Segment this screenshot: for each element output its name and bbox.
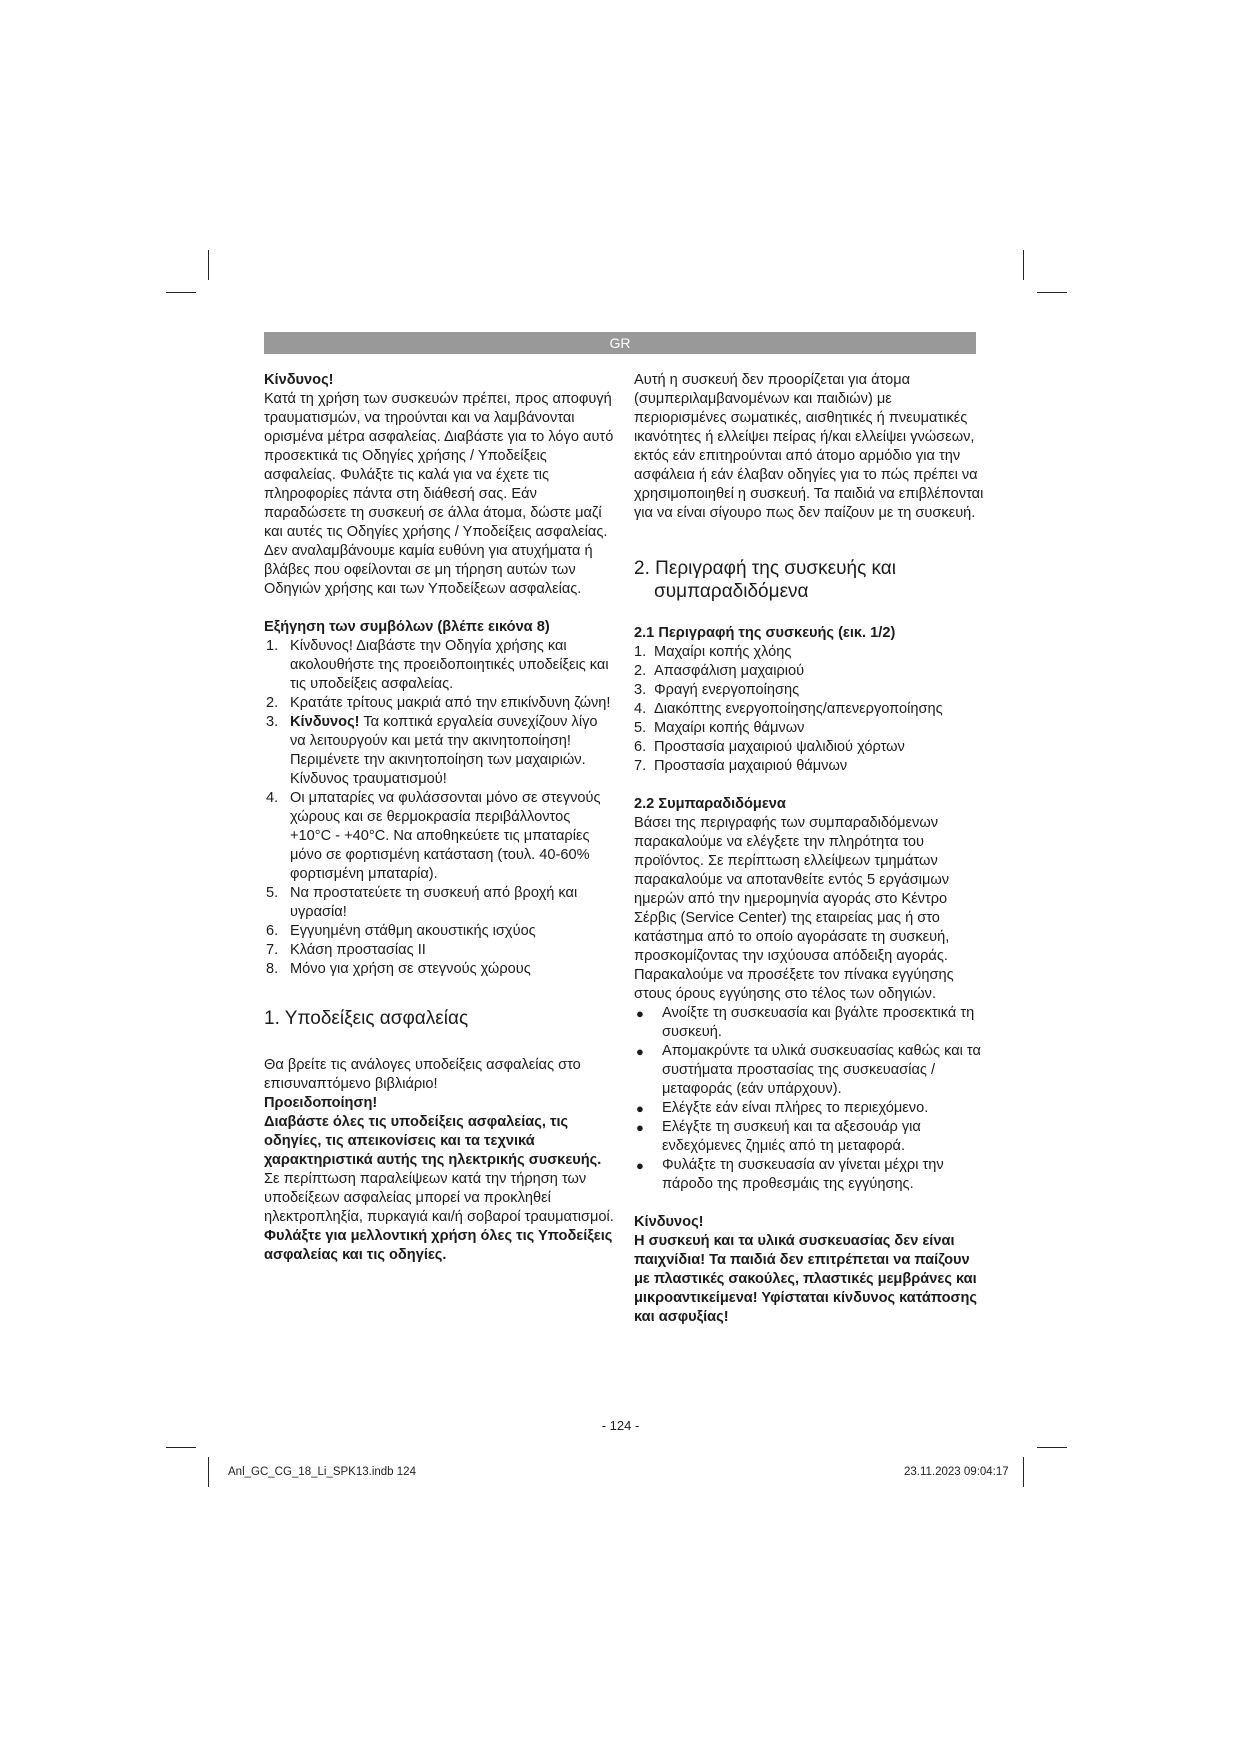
crop-mark [208,250,209,280]
list-item: 5. Να προστατεύετε τη συσκευή από βροχή και υγρασία! [266,885,578,920]
footer-file: Anl_GC_CG_18_Li_SPK13.indb 124 [228,1466,416,1478]
warning-title: Προειδοποίηση! [264,1095,378,1111]
bullet-icon: ● [636,1120,644,1135]
left-column [264,371,614,1265]
language-code: GR [609,335,631,351]
list-item: ● Ανοίξτε τη συσκευασία και βγάλτε προσεκτικά τη συσκευή. [636,1005,975,1040]
list-item: ● Ελέγξτε εάν είναι πλήρες το περιεχόμενο. [636,1100,929,1116]
list-item: 2. Κρατάτε τρίτους μακριά από την επικίνδυνη ζώνη! [266,695,611,711]
scope-of-delivery-text: Βάσει της περιγραφής των συμπαραδιδόμενων παρακαλούμε να ελέγξετε την πληρότητα του προϊόντος. Σε περίπτωση ελλείψεων τμημάτων παρακαλούμε να αποτανθείτε εντός 5 εργάσιμων ημερών από την ημερομηνία αγοράς στο Κέντρο Σέρβις (Service Center) της εταιρείας μας ή στο κατάστημα από το οποίο αγοράσατε τη συσκευή, προσκομίζοντας την ισχύουσα απόδειξη αγοράς. Παρακαλούμε να προσέξετε τον πίνακα εγγύησης στους όρους εγγύησης στο τέλος των οδηγιών. [634,815,954,1002]
crop-mark [1023,1457,1024,1487]
subsection-2-2-title: 2.2 Συμπαραδιδόμενα [634,796,786,812]
danger-title: Κίνδυνος! [264,372,334,388]
keep-instructions-text: Φυλάξτε για μελλοντική χρήση όλες τις Υποδείξεις ασφαλείας και τις οδηγίες. [264,1228,613,1263]
danger-2-title: Κίνδυνος! [634,1214,704,1230]
subsection-2-1-title: 2.1 Περιγραφή της συσκευής (εικ. 1/2) [634,625,896,641]
list-item: 8. Μόνο για χρήση σε στεγνούς χώρους [266,961,531,977]
danger-text: Κατά τη χρήση των συσκευών πρέπει, προς αποφυγή τραυματισμών, να τηρούνται και να λαμβάνονται ορισμένα μέτρα ασφαλείας. Διαβάστε για το λόγο αυτό προσεκτικά τις Οδηγίες χρήσης / Υποδείξεις ασφαλείας. Φυλάξτε τις καλά για να έχετε τις πληροφορίες πάντα στη διάθεσή σας. Εάν παραδώσετε τη συσκευή σε άλλα άτομα, δώστε μαζί και αυτές τις Οδηγίες χρήσης / Υποδείξεις ασφαλείας. Δεν αναλαμβάνουμε καμία ευθύνη για ατυχήματα ή βλάβες που οφείλονται σε μη τήρηση αυτών των Οδηγιών χρήσης και των Υποδείξεων ασφαλείας. [264,391,614,597]
bullet-icon: ● [636,1158,644,1173]
crop-mark [1037,1447,1067,1448]
bullet-icon: ● [636,1006,644,1021]
list-item: 4. Διακόπτης ενεργοποίησης/απενεργοποίησης [634,701,943,717]
parts-list [634,643,984,776]
list-item: 5. Μαχαίρι κοπής θάμνων [634,720,805,736]
crop-mark [1023,250,1024,280]
danger-2-text: Η συσκευή και τα υλικά συσκευασίας δεν είναι παιχνίδια! Τα παιδιά δεν επιτρέπεται να παίζουν με πλαστικές σακούλες, πλαστικές μεμβράνες και μικροαντικείμενα! Υφίσταται κίνδυνος κατάποσης και ασφυξίας! [634,1233,978,1325]
list-item: 1. Κίνδυνος! Διαβάστε την Οδηγία χρήσης και ακολουθήστε της προειδοποιητικές υποδείξεις και τις υποδείξεις ασφαλείας. [266,638,609,692]
unpacking-list [634,1004,984,1194]
page-number: - 124 - [601,1418,640,1433]
warning-paragraph: Διαβάστε όλες τις υποδείξεις ασφαλείας, τις οδηγίες, τις απεικονίσεις και τα τεχνικά χαρακτηριστικά αυτής της ηλεκτρικής συσκευής. Σε περίπτωση παραλείψεων κατά την τήρηση των υποδείξεων ασφαλείας μπορεί να προκληθεί ηλεκτροπληξία, πυρκαγιά και/ή σοβαροί τραυματισμοί. [264,1114,614,1225]
list-item: 7. Κλάση προστασίας II [266,942,426,958]
list-item: 6. Εγγυημένη στάθμη ακουστικής ισχύος [266,923,536,939]
list-item: 7. Προστασία μαχαιριού θάμνων [634,758,848,774]
intended-use-text: Αυτή η συσκευή δεν προορίζεται για άτομα (συμπεριλαμβανομένων και παιδιών) με περιορισμένες σωματικές, αισθητικές ή πνευματικές ικανότητες ή ελλείψει πείρας ή/και ελλείψει γνώσεων, εκτός εάν επιτηρούνται από άτομο αρμόδιο για την ασφάλεια ή εάν έλαβαν οδηγίες για το πώς πρέπει να χρησιμοποιηθεί η συσκευή. Τα παιδιά να επιβλέπονται για να είναι σίγουρο πως δεν παίζουν με τη συσκευή. [634,372,984,521]
list-item: ● Φυλάξτε τη συσκευασία αν γίνεται μέχρι την πάροδο της προθεσμάις της εγγύησης. [636,1157,944,1192]
footer-datetime: 23.11.2023 09:04:17 [904,1466,1009,1478]
list-item: ● Απομακρύντε τα υλικά συσκευασίας καθώς και τα συστήματα προστασίας της συσκευασίας / μεταφοράς (εάν υπάρχουν). [636,1043,981,1097]
symbols-list [264,637,614,979]
symbols-title: Εξήγηση των συμβόλων (βλέπε εικόνα 8) [264,619,550,635]
section-1-heading: 1. Υποδείξεις ασφαλείας [264,1008,469,1029]
list-item: 6. Προστασία μαχαιριού ψαλιδιού χόρτων [634,739,905,755]
list-item: 1. Μαχαίρι κοπής χλόης [634,644,792,660]
section-2-heading: 2. Περιγραφή της συσκευής και συμπαραδιδόμενα [634,558,896,602]
list-item: 3. Κίνδυνος! Τα κοπτικά εργαλεία συνεχίζουν λίγο να λειτουργούν και μετά την ακινητοποίηση! Περιμένετε την ακινητοποίηση των μαχαιριών. Κίνδυνος τραυματισμού! [266,714,598,787]
section-1-text: Θα βρείτε τις ανάλογες υποδείξεις ασφαλείας στο επισυναπτόμενο βιβλιάριο! [264,1057,581,1092]
list-item: ● Ελέγξτε τη συσκευή και τα αξεσουάρ για ενδεχόμενες ζημιές από τη μεταφορά. [636,1119,921,1154]
crop-mark [1037,292,1067,293]
crop-mark [166,1447,196,1448]
list-item: 4. Οι μπαταρίες να φυλάσσονται μόνο σε στεγνούς χώρους και σε θερμοκρασία περιβάλλοντος +10°C - +40°C. Να αποθηκεύετε τις μπαταρίες μόνο σε φορτισμένη κατάσταση (τουλ. 40-60% φορτισμένη μπαταρία). [266,790,601,882]
language-header-bar [264,332,976,354]
bullet-icon: ● [636,1101,644,1116]
right-column [634,371,984,1327]
bullet-icon: ● [636,1044,644,1059]
list-item: 2. Απασφάλιση μαχαιριού [634,663,805,679]
list-item: 3. Φραγή ενεργοποίησης [634,682,800,698]
crop-mark [166,292,196,293]
crop-mark [208,1457,209,1487]
